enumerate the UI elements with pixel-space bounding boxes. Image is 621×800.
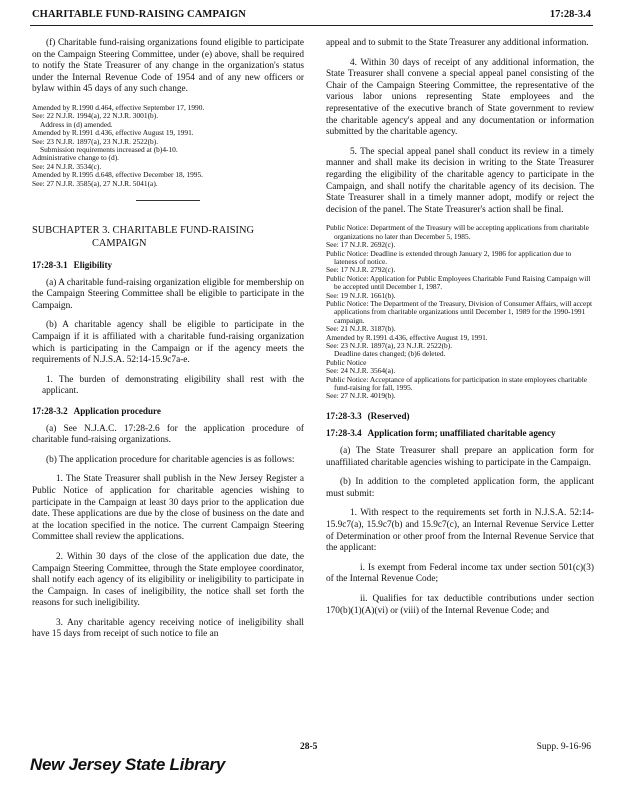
- left-column: [32, 38, 304, 649]
- history-note: See: 17 N.J.R. 2692(c).: [326, 240, 396, 250]
- history-note: Public Notice: The Department of the Treasury, Division of Consumer Affairs, will accept applications from charitable organizations until December 1, 1989 for the 1990-1991 campaign.: [326, 298, 593, 325]
- history-note: See: 24 N.J.R. 3564(a).: [326, 366, 396, 376]
- history-note: Public Notice: Department of the Treasury will be accepting applications from charitable organizations no later than December 5, 1985.: [326, 223, 589, 241]
- section-heading-3-3: [326, 411, 594, 423]
- history-note: See: 21 N.J.R. 3187(b).: [326, 324, 396, 334]
- paragraph: 1. The State Treasurer shall publish in the New Jersey Register a Public Notice of application for charitable agencies wishing to participate in the Campaign at least 30 days prior to the application due date. These applications are due by the close of business on the date and at the location specified in the notice. The current Campaign Steering Committee shall review the applications.: [32, 474, 304, 543]
- library-watermark-logo: New Jersey State Library: [30, 755, 226, 774]
- section-heading-3-2: [32, 406, 304, 418]
- section-number: 17:28-3.2: [32, 405, 68, 416]
- paragraph: (a) A charitable fund-raising organization eligible for membership on the Campaign Steering Committee shall be eligible to participate in the Campaign.: [32, 277, 304, 311]
- history-note: Amended by R.1990 d.464, effective September 17, 1990.: [32, 102, 205, 112]
- running-header-title: CHARITABLE FUND-RAISING CAMPAIGN: [32, 9, 246, 20]
- paragraph: 5. The special appeal panel shall conduct its review in a timely manner and shall make its decision in writing to the State Treasurer regarding the eligibility of the charitable agency to participate in the Campaign, and shall notify the charitable agency of its decision. The State Treasurer shall in a timely manner adopt, modify or reject the decision of the panel. The State Treasurer's action shall be final.: [326, 146, 594, 215]
- paragraph: 1. With respect to the requirements set forth in N.J.S.A. 52:14-15.9c7(a), 15.9c7(b) and 15.9c7(c), an Internal Revenue Service Letter of Determination or other proof from the Internal Revenue Service that the applicant:: [326, 508, 594, 554]
- section-number: 17:28-3.3: [326, 410, 362, 421]
- history-note: Public Notice: Application for Public Employees Charitable Fund Raising Campaign will be accepted until December 1, 1987.: [326, 273, 591, 292]
- paragraph: 4. Within 30 days of receipt of any additional information, the State Treasurer shall convene a special appeal panel consisting of the Chair of the Campaign Steering Committee, the representative of the various labor unions representing State employees and the representative of the executive branch of State government to review the charitable agency's appeal and any documentation or information submitted by the charitable agency.: [326, 57, 594, 138]
- history-notes: [32, 104, 304, 188]
- public-notices: [326, 224, 594, 401]
- section-title: Application form; unaffiliated charitable agency: [367, 428, 556, 439]
- history-note: Administrative change to (d).: [32, 153, 120, 163]
- history-note: See: 23 N.J.R. 1897(a), 23 N.J.R. 2522(b).: [32, 136, 159, 146]
- section-number: 17:28-3.4: [326, 428, 362, 439]
- history-note: Public Notice: [326, 357, 367, 367]
- subchapter-title-line1: SUBCHAPTER 3. CHARITABLE FUND-RAISING: [32, 225, 255, 237]
- section-title: Eligibility: [73, 260, 113, 271]
- history-note: Deadline dates changed; (b)6 deleted.: [334, 349, 446, 359]
- history-note: Public Notice: Acceptance of applications for participation in state employees charitable fund-raising for fall, 1995.: [326, 374, 588, 393]
- history-note: See: 17 N.J.R. 2792(c).: [326, 265, 396, 275]
- supplement-date: Supp. 9-16-96: [536, 742, 591, 752]
- section-number: 17:28-3.1: [32, 260, 68, 271]
- history-note: See: 22 N.J.R. 1994(a), 22 N.J.R. 3001(b).: [32, 111, 159, 121]
- history-note: See: 19 N.J.R. 1661(b).: [326, 290, 396, 300]
- history-note: See: 24 N.J.R. 3534(c).: [32, 161, 102, 171]
- paragraph: i. Is exempt from Federal income tax under section 501(c)(3) of the Internal Revenue Code;: [326, 562, 594, 585]
- section-separator: [136, 200, 200, 201]
- section-title: Application procedure: [73, 405, 161, 416]
- paragraph: ii. Qualifies for tax deductible contributions under section 170(b)(1)(A)(vi) or (viii) of the Internal Revenue Code; and: [326, 593, 594, 616]
- section-heading-3-4: [326, 428, 594, 440]
- history-note: See: 23 N.J.R. 1897(a), 23 N.J.R. 2522(b).: [326, 341, 453, 350]
- section-title: (Reserved): [367, 410, 410, 421]
- history-note: Amended by R.1995 d.648, effective December 18, 1995.: [32, 170, 204, 180]
- paragraph: (b) The application procedure for charitable agencies is as follows:: [46, 454, 295, 465]
- history-note: Public Notice: Deadline is extended through January 2, 1986 for application due to lateness of notice.: [326, 248, 572, 266]
- paragraph: appeal and to submit to the State Treasurer any additional information.: [326, 38, 589, 48]
- paragraph: (a) See N.J.A.C. 17:28-2.6 for the application procedure of charitable fund-raising organizations.: [32, 423, 304, 446]
- history-note: Amended by R.1991 d.436, effective August 19, 1991.: [326, 332, 488, 342]
- subchapter-heading: [32, 225, 304, 250]
- page-number: 28-5: [300, 742, 318, 752]
- right-column: [326, 38, 594, 625]
- history-note: Submission requirements increased at (b)4-10.: [40, 145, 178, 154]
- paragraph: 3. Any charitable agency receiving notice of ineligibility shall have 15 days from receipt of such notice to file an: [32, 617, 304, 640]
- paragraph: 1. The burden of demonstrating eligibility shall rest with the applicant.: [42, 374, 304, 397]
- running-header-section: 17:28-3.4: [549, 9, 591, 20]
- history-note: Amended by R.1991 d.436, effective August 19, 1991.: [32, 128, 194, 138]
- history-note: See: 27 N.J.R. 3585(a), 27 N.J.R. 5041(a).: [32, 178, 158, 188]
- history-note: See: 27 N.J.R. 4019(b).: [326, 391, 396, 401]
- history-note: Address in (d) amended.: [40, 119, 113, 129]
- paragraph: (b) A charitable agency shall be eligible to participate in the Campaign if it is affiliated with a charitable fund-raising organization which is participating in the Campaign or if the agency meets the requirements of N.J.S.A. 52:14-15.9c7a-e.: [32, 320, 304, 366]
- section-heading-3-1: [32, 260, 304, 272]
- paragraph-f: (f) Charitable fund-raising organizations found eligible to participate on the Campaign Steering Committee, under (e) above, shall be required to notify the State Treasurer of any change in the organization's status under the Internal Revenue Code of 1954 and of any new officers or bylaw within 45 days of any such change.: [32, 38, 304, 95]
- paragraph: (b) In addition to the completed application form, the applicant must submit:: [326, 477, 594, 499]
- paragraph: 2. Within 30 days of the close of the application due date, the Campaign Steering Committee, through the State employee coordinator, shall notify each agency of its eligibility or ineligibility to participate in the Campaign. In cases of ineligibility, the notice shall set forth the reasons for such ineligibility.: [32, 551, 304, 609]
- paragraph: (a) The State Treasurer shall prepare an application form for unaffiliated charitable agencies wishing to participate in the Campaign.: [326, 446, 594, 468]
- subchapter-title-line2: CAMPAIGN: [92, 237, 147, 249]
- header-rule: [30, 25, 593, 26]
